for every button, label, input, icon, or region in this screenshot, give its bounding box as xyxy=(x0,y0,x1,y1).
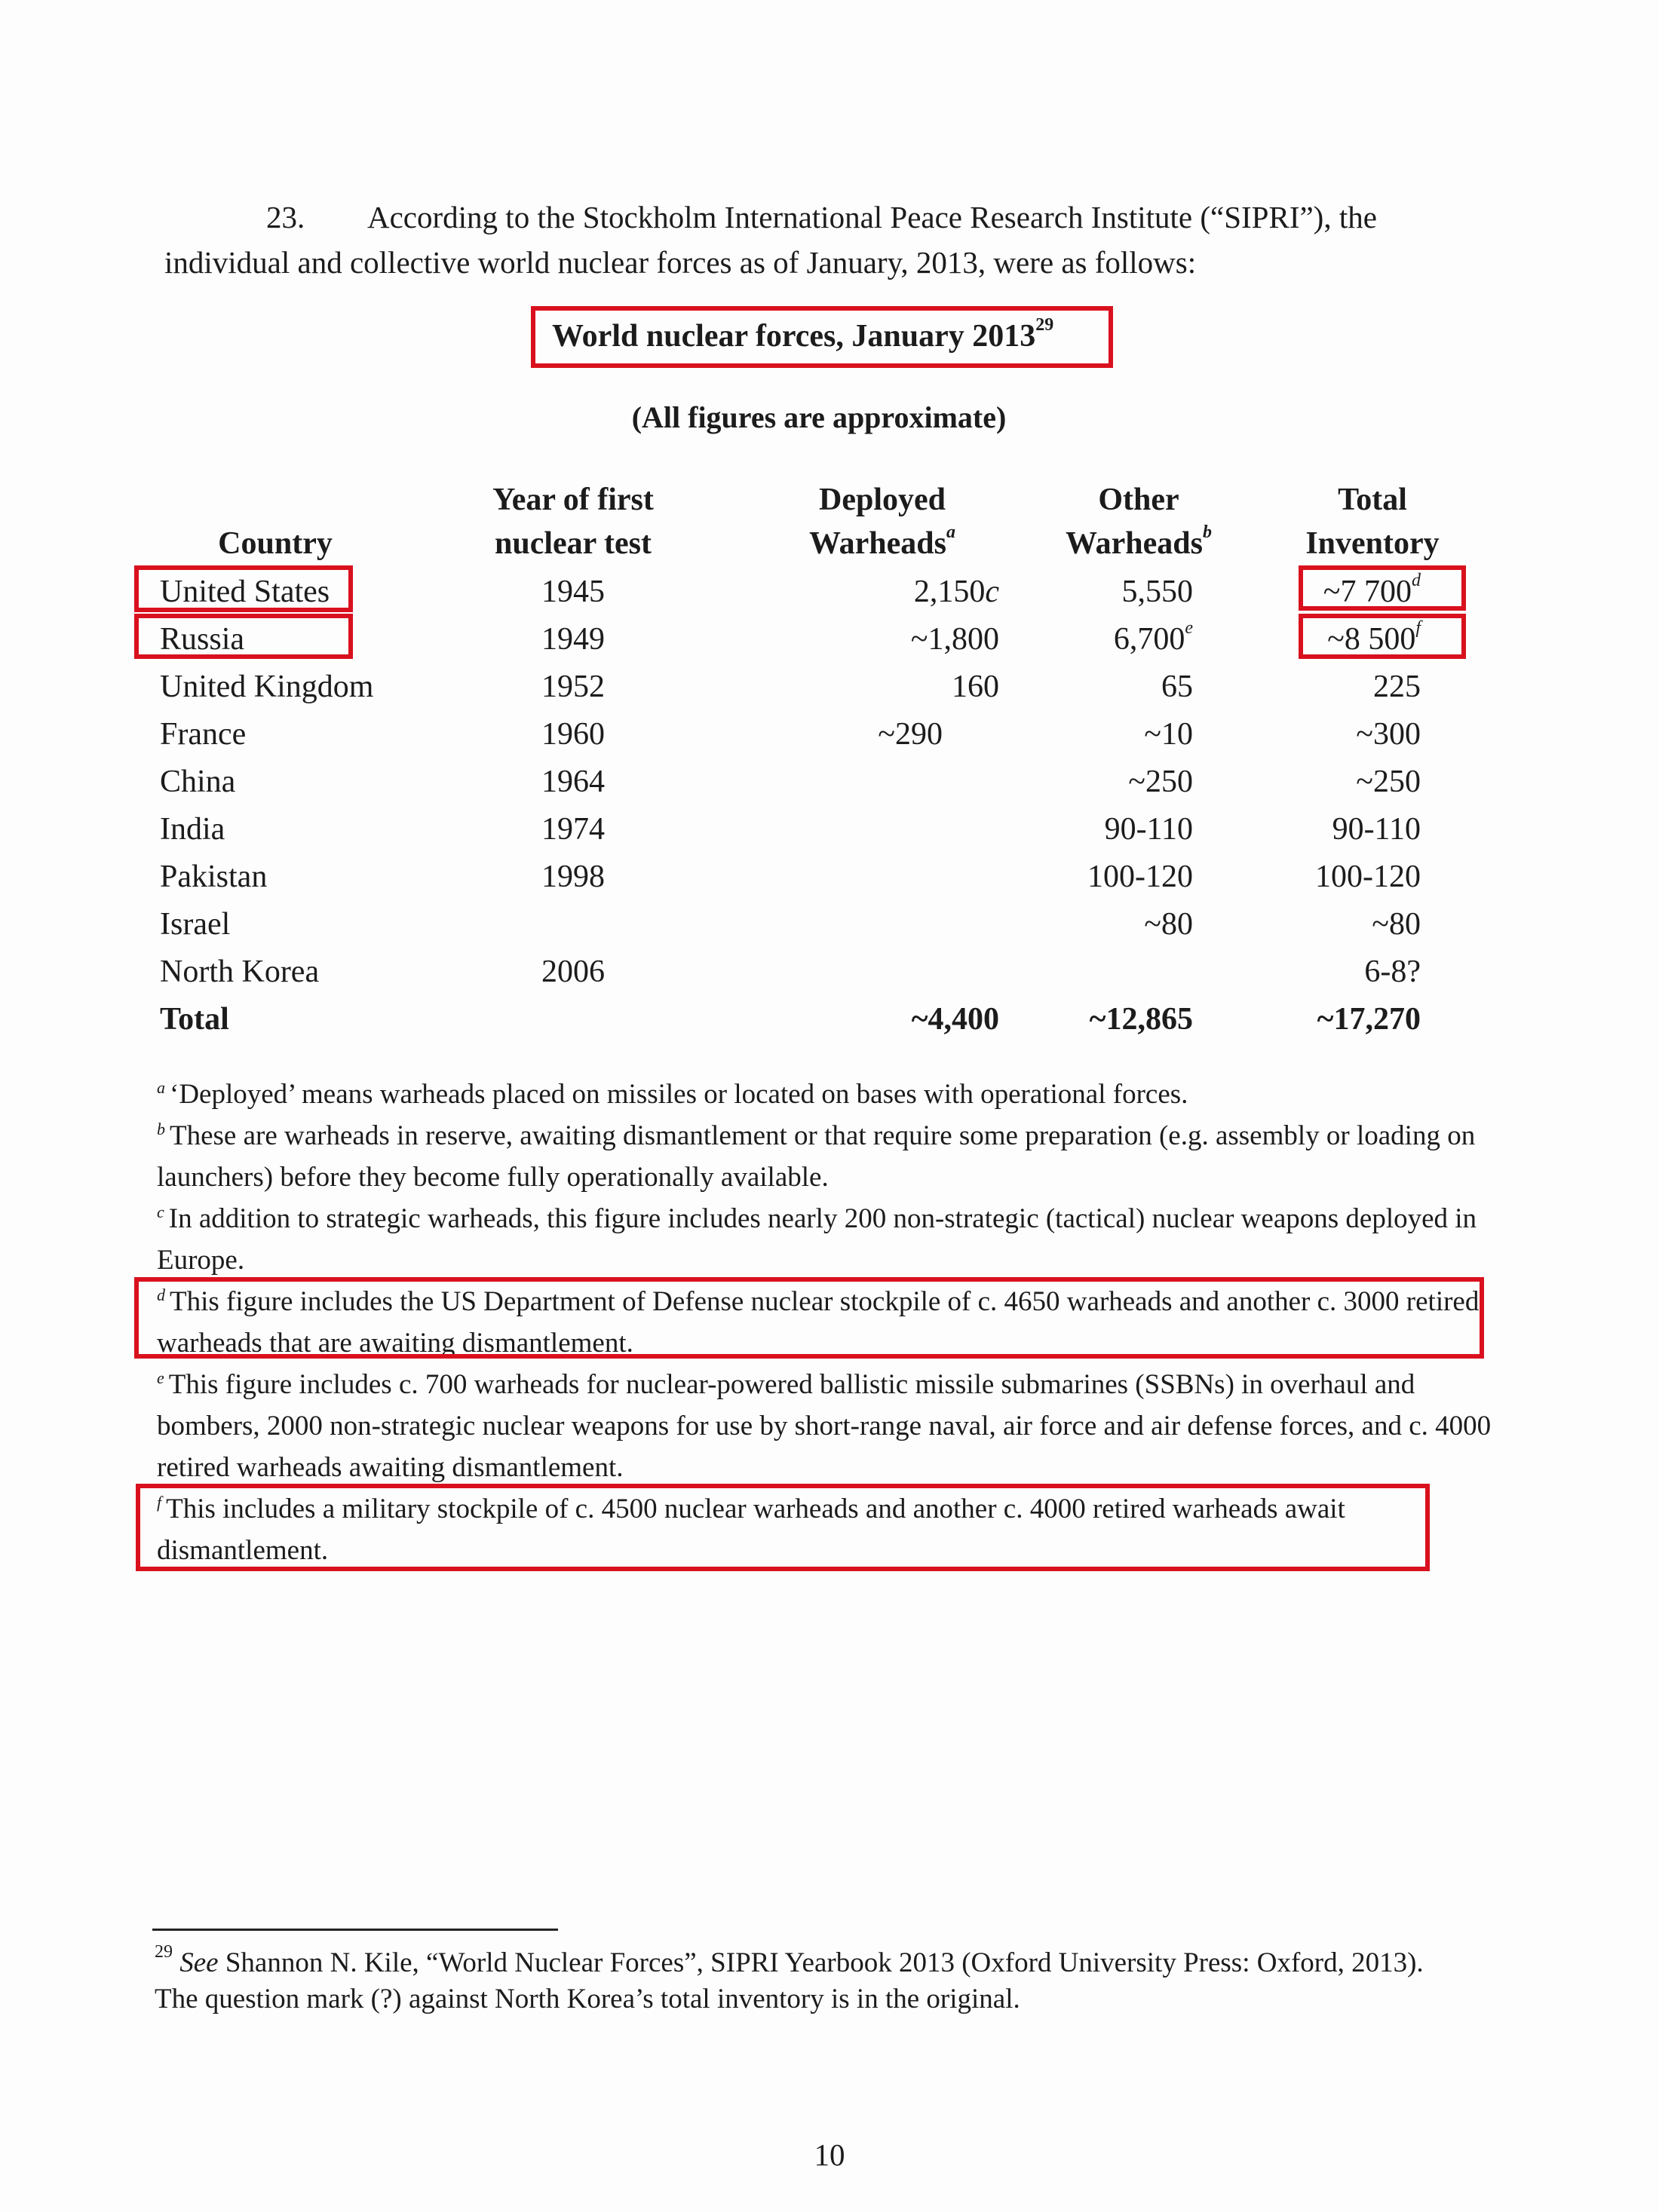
note-c xyxy=(157,1198,1507,1281)
total-label: Total xyxy=(160,1002,229,1037)
cell-other: ~80 xyxy=(1144,907,1193,942)
header-deployed-mark: a xyxy=(946,522,956,542)
cell-country: United Kingdom xyxy=(160,669,374,704)
cell-country: United States xyxy=(160,574,330,609)
intro-line-2: individual and collective world nuclear forces as of January, 2013, were as follows: xyxy=(164,245,1197,280)
cell-total: ~250 xyxy=(1356,764,1421,799)
header-other xyxy=(1041,478,1237,565)
table-title-text: World nuclear forces, January 2013 xyxy=(552,319,1036,354)
cell-year: 1964 xyxy=(541,764,605,799)
header-deployed-line2: Warheads xyxy=(808,526,947,561)
cell-total: ~300 xyxy=(1356,717,1421,752)
cell-year: 1998 xyxy=(541,859,605,894)
cell-other: ~250 xyxy=(1128,764,1193,799)
cell-other: 90-110 xyxy=(1104,812,1193,847)
footnote-number: 29 xyxy=(155,1941,173,1962)
header-total-line2: Inventory xyxy=(1305,526,1440,561)
note-mark: d xyxy=(157,1285,165,1304)
note-f xyxy=(157,1488,1507,1571)
cell-deployed-mark: c xyxy=(985,574,999,609)
cell-other: ~10 xyxy=(1144,717,1193,752)
cell-total: 225 xyxy=(1373,669,1421,704)
cell-total-mark: f xyxy=(1415,618,1421,638)
header-other-line1: Other xyxy=(1098,483,1179,517)
intro-paragraph xyxy=(164,195,1522,285)
cell-country: China xyxy=(160,764,236,799)
cell-total xyxy=(1323,573,1421,611)
header-country: Country xyxy=(218,526,333,561)
cell-year: 1974 xyxy=(541,812,605,847)
cell-other: 5,550 xyxy=(1121,574,1193,609)
table-title xyxy=(552,315,1054,354)
note-e xyxy=(157,1364,1507,1488)
header-year xyxy=(452,478,694,565)
cell-total-value: ~8 500 xyxy=(1327,622,1416,657)
cell-year: 1960 xyxy=(541,717,605,752)
header-other-line2: Warheads xyxy=(1065,526,1204,561)
note-mark: f xyxy=(157,1492,162,1512)
note-text: In addition to strategic warheads, this figure includes nearly 200 non-strategic (tactical) nuclear weapons deployed in Europe. xyxy=(157,1203,1477,1276)
header-other-mark: b xyxy=(1203,522,1213,542)
paragraph-number: 23. xyxy=(266,200,305,234)
cell-total: 6-8? xyxy=(1364,954,1421,989)
note-text: These are warheads in reserve, awaiting dismantlement or that require some preparation (e.g. assembly or loading on launchers) before they become fully operationally available. xyxy=(157,1120,1476,1193)
cell-total xyxy=(1327,620,1421,658)
header-total xyxy=(1282,478,1463,565)
cell-total: 90-110 xyxy=(1332,812,1421,847)
cell-total: 100-120 xyxy=(1315,859,1421,894)
cell-deployed: ~290 xyxy=(878,717,943,752)
note-text: This figure includes the US Department of Defense nuclear stockpile of c. 4650 warheads and another c. 3000 retired warheads that are awaiting dismantlement. xyxy=(157,1286,1480,1359)
cell-other-mark: e xyxy=(1185,618,1193,638)
header-total-line1: Total xyxy=(1338,483,1407,517)
total-other: ~12,865 xyxy=(1089,1002,1193,1037)
cell-deployed-value: 2,150 xyxy=(913,574,986,609)
cell-total: ~80 xyxy=(1372,907,1421,942)
total-deployed: ~4,400 xyxy=(911,1002,999,1037)
cell-deployed: 160 xyxy=(952,669,999,704)
note-text: This figure includes c. 700 warheads for nuclear-powered ballistic missile submarines (SSBNs) in overhaul and bombers, 2000 non-strategic nuclear weapons for use by short-range naval, air force and air defense forces, and c. 4000 retired warheads awaiting dismantlement. xyxy=(157,1369,1492,1483)
header-year-line1: Year of first xyxy=(492,483,654,517)
note-text: ‘Deployed’ means warheads placed on missiles or located on bases with operational forces. xyxy=(170,1079,1188,1110)
note-text: This includes a military stockpile of c. 4500 nuclear warheads and another c. 4000 retired warheads await dismantlement. xyxy=(157,1494,1345,1566)
cell-year: 1945 xyxy=(541,574,605,609)
cell-deployed: ~1,800 xyxy=(910,622,999,657)
cell-total-value: ~7 700 xyxy=(1323,574,1412,609)
cell-total-mark: d xyxy=(1412,571,1421,590)
note-b xyxy=(157,1115,1507,1198)
cell-country: Russia xyxy=(160,622,245,657)
table-subtitle: (All figures are approximate) xyxy=(631,400,1007,434)
table-title-ref: 29 xyxy=(1035,315,1054,335)
note-mark: c xyxy=(157,1202,164,1221)
cell-country: France xyxy=(160,717,247,752)
cell-year: 2006 xyxy=(541,954,605,989)
footnote-see: See xyxy=(179,1947,219,1978)
footnote-rule xyxy=(152,1929,558,1931)
note-a xyxy=(157,1074,1507,1115)
cell-country: Pakistan xyxy=(160,859,268,894)
note-d xyxy=(157,1281,1507,1364)
note-mark: b xyxy=(157,1119,165,1138)
intro-line-1: According to the Stockholm International Peace Research Institute (“SIPRI”), the xyxy=(367,200,1377,234)
footnote-29 xyxy=(155,1941,1437,2017)
cell-country: North Korea xyxy=(160,954,320,989)
cell-other xyxy=(1114,620,1193,658)
note-mark: a xyxy=(157,1077,165,1097)
cell-deployed xyxy=(914,573,999,611)
cell-other-value: 6,700 xyxy=(1113,622,1185,657)
page-number: 10 xyxy=(814,2137,845,2172)
header-year-line2: nuclear test xyxy=(494,526,652,561)
total-inventory: ~17,270 xyxy=(1317,1002,1421,1037)
footnote-text: Shannon N. Kile, “World Nuclear Forces”, SIPRI Yearbook 2013 (Oxford University Press: Oxford, 2013). The question mark (?) against North Korea’s total inventory is in the original. xyxy=(155,1947,1424,2014)
header-deployed-line1: Deployed xyxy=(819,483,946,517)
cell-other: 100-120 xyxy=(1087,859,1193,894)
cell-year: 1952 xyxy=(541,669,605,704)
note-mark: e xyxy=(157,1368,164,1387)
cell-country: India xyxy=(160,812,225,847)
cell-year: 1949 xyxy=(541,622,605,657)
cell-other: 65 xyxy=(1161,669,1193,704)
cell-country: Israel xyxy=(160,907,231,942)
header-deployed xyxy=(777,478,988,565)
